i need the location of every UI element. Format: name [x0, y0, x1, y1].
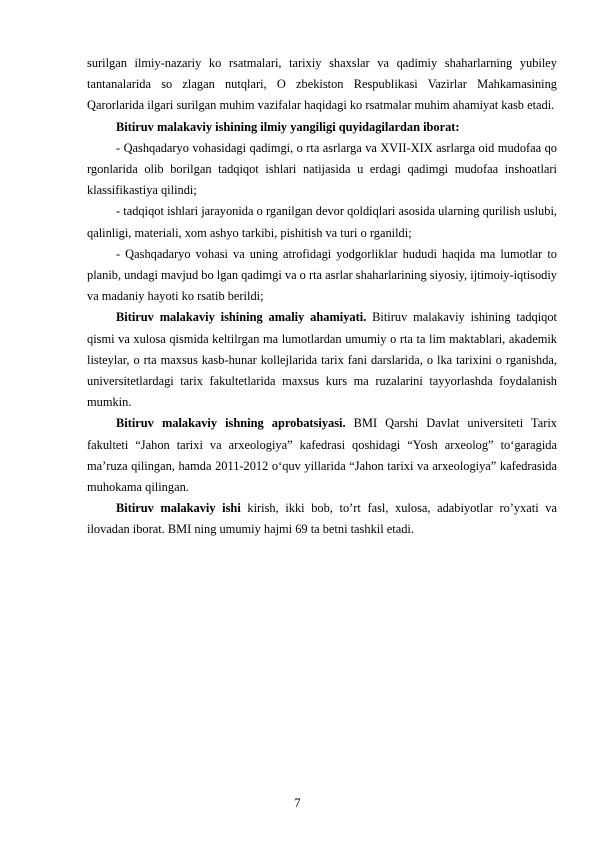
- paragraph-approbation: [87, 413, 557, 498]
- paragraph-novelty-item-2: [87, 201, 557, 243]
- paragraph-intro-continuation: [87, 53, 557, 117]
- section-heading: Bitiruv malakaviy ishining ilmiy yangiligi quyidagilardan iborat:: [116, 119, 460, 134]
- paragraph-novelty-item-3: [87, 244, 557, 308]
- section-heading: Bitiruv malakaviy ishi: [116, 501, 241, 516]
- paragraph-text: - Qashqadaryo vohasi va uning atrofidagi yodgorliklar hududi haqida ma lumotlar to planib, undagi mavjud bo lgan qadimgi va o rta asrlar shaharlarining siyosiy, ijtimoiy-iqtisodiy va madaniy hayoti ko rsatib berildi;: [87, 246, 557, 304]
- paragraph-text: BMI Qarshi Davlat universiteti Tarix fakulteti “Jahon tarixi va arxeologiya” kafedrasi qoshidagi “Yosh arxeolog” to‘garagida ma’ruza qilingan, hamda 2011-2012 o‘quv yillarida “Jahon tarixi va arxeologiya” kafedrasida muhokama qilingan.: [87, 416, 557, 495]
- page-body: [87, 53, 557, 541]
- paragraph-text: surilgan ilmiy-nazariy ko rsatmalari, tarixiy shaxslar va qadimiy shaharlarning yubiley tantanalarida so zlagan nutqlari, O zbekiston Respublikasi Vazirlar Mahkamasining Qarorlarida ilgari surilgan muhim vazifalar haqidagi ko rsatmalar muhim ahamiyat kasb etadi.: [87, 56, 557, 113]
- section-heading: Bitiruv malakaviy ishining amaliy ahamiyati.: [116, 310, 367, 325]
- paragraph-text: kirish, ikki bob, to’rt fasl, xulosa, adabiyotlar ro’yxati va ilovadan iborat. BMI ning umumiy hajmi 69 ta betni tashkil etadi.: [87, 501, 557, 537]
- section-heading: Bitiruv malakaviy ishning aprobatsiyasi.: [116, 416, 346, 431]
- paragraph-structure: [87, 498, 557, 540]
- paragraph-novelty-item-1: [87, 138, 557, 202]
- page-number: 7: [294, 796, 301, 810]
- paragraph-text: - Qashqadaryo vohasidagi qadimgi, o rta asrlarga va XVII-XIX asrlarga oid mudofaa qo rgonlarida olib borilgan tadqiqot ishlari natijasida u erdagi qadimgi mudofaa inshoatlari klassifikastiya qilindi;: [87, 140, 557, 198]
- paragraph-scientific-novelty-heading: [87, 117, 557, 138]
- paragraph-text: - tadqiqot ishlari jarayonida o rganilgan devor qoldiqlari asosida ularning qurilish uslubi, qalinligi, materiali, xom ashyo tarkibi, pishitish va turi o rganildi;: [87, 204, 557, 240]
- paragraph-text: Bitiruv malakaviy ishining tadqiqot qismi va xulosa qismida keltilrgan ma lumotlardan umumiy o rta ta lim maktablari, akademik listeylar, o rta maxsus kasb-hunar kollejlarida tarix fani darslarida, o lka tarixini o rganishda, universitetlardagi tarix fakultetlarida maxsus kurs ma ruzalarini tayyorlashda foydalanish mumkin.: [87, 310, 557, 410]
- paragraph-practical-significance: [87, 307, 557, 413]
